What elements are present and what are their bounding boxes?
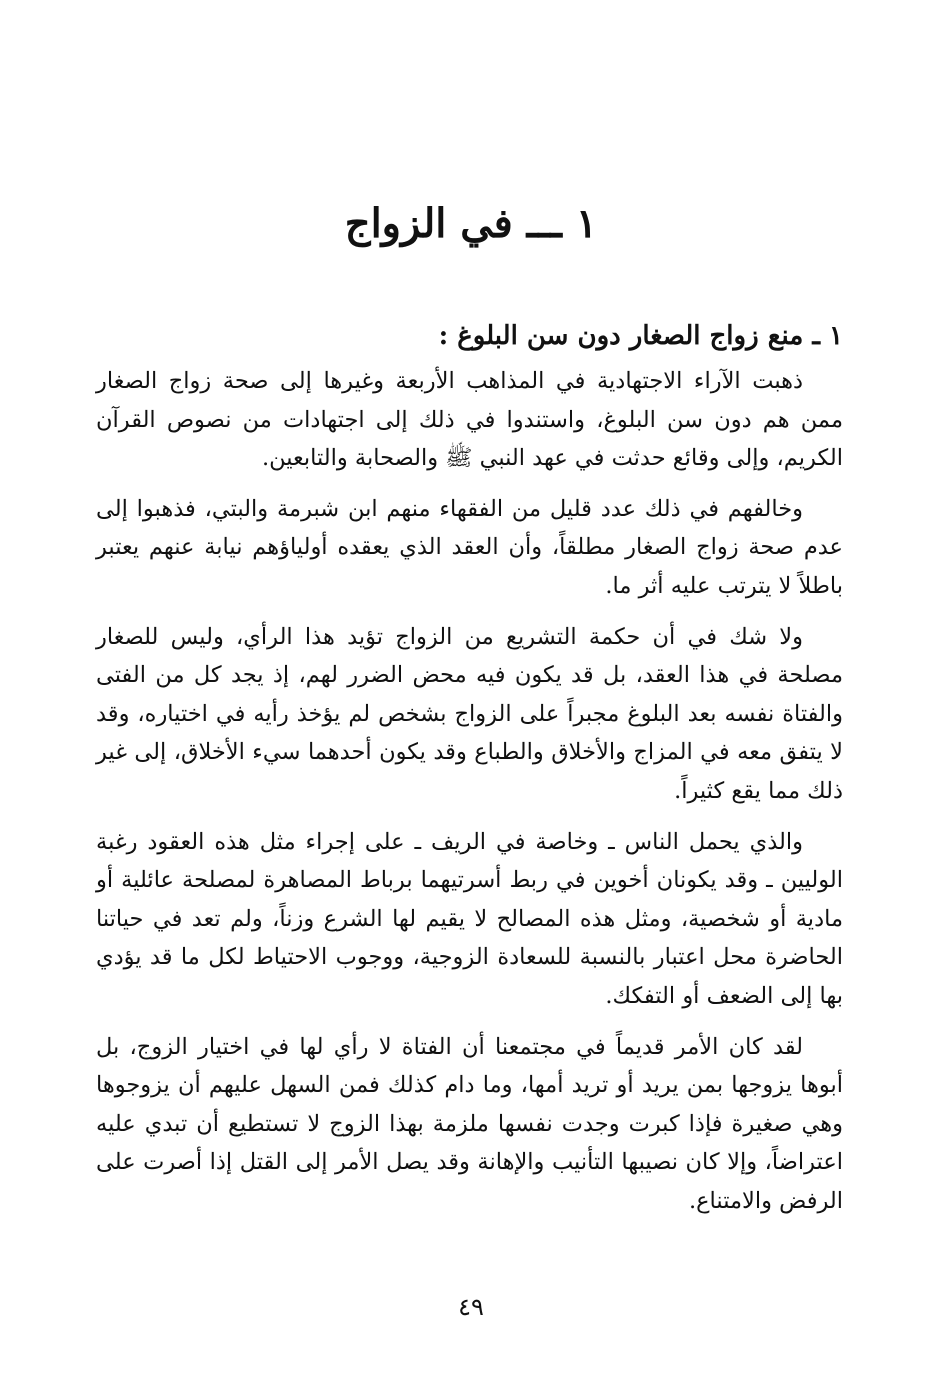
section-heading: ١ ـ منع زواج الصغار دون سن البلوغ : (438, 321, 843, 351)
paragraph (96, 1028, 843, 1221)
paragraph-text: ولا شك في أن حكمة التشريع من الزواج تؤيد هذا الرأي، وليس للصغار مصلحة في هذا العقد، بل قد يكون فيه محض الضرر لهم، إذ يجد كل من الفتى والفتاة نفسه بعد البلوغ مجبراً على الزواج بشخص لم يؤخذ رأيه في اختياره، وقد لا يتفق معه في المزاج والأخلاق والطباع وقد يكون أحدهما سيء الأخلاق، إلى غير ذلك مما يقع كثيراً. (96, 623, 843, 804)
paragraph (96, 823, 843, 1016)
page-number: ٤٩ (458, 1293, 484, 1321)
paragraph-text: ذهبت الآراء الاجتهادية في المذاهب الأربعة وغيرها إلى صحة زواج الصغار ممن هم دون سن البلوغ، واستندوا في ذلك إلى اجتهادات من نصوص القرآن الكريم، وإلى وقائع حدثت في عهد النبي ﷺ والصحابة والتابعين. (96, 368, 843, 472)
chapter-title: ١ ـــ في الزواج (344, 200, 598, 247)
paragraph-text: لقد كان الأمر قديماً في مجتمعنا أن الفتاة لا رأي لها في اختيار الزوج، بل أبوها يزوجها بمن يريد أو تريد أمها، وما دام كذلك فمن السهل عليهم أن يزوجوها وهي صغيرة فإذا كبرت وجدت نفسها ملزمة بهذا الزوج لا تستطيع أن تبدي عليه اعتراضاً، وإلا كان نصيبها التأنيب والإهانة وقد يصل الأمر إلى القتل إذا أصرت على الرفض والامتناع. (96, 1033, 843, 1214)
paragraph (96, 490, 843, 606)
paragraph (96, 362, 843, 478)
paragraph-text: وخالفهم في ذلك عدد قليل من الفقهاء منهم ابن شبرمة والبتي، فذهبوا إلى عدم صحة زواج الصغار مطلقاً، وأن العقد الذي يعقده أولياؤهم نيابة عنهم يعتبر باطلاً لا يترتب عليه أثر ما. (96, 495, 843, 599)
paragraph (96, 618, 843, 811)
paragraph-text: والذي يحمل الناس ـ وخاصة في الريف ـ على إجراء مثل هذه العقود رغبة الوليين ـ وقد يكونان أخوين في ربط أسرتيهما برباط المصاهرة لمصلحة عائلية أو مادية أو شخصية، ومثل هذه المصالح لا يقيم لها الشرع وزناً، ولم تعد في حياتنا الحاضرة محل اعتبار بالنسبة للسعادة الزوجية، ووجوب الاحتياط لكل ما قد يؤدي بها إلى الضعف أو التفكك. (96, 828, 843, 1009)
body-text (96, 312, 843, 1232)
